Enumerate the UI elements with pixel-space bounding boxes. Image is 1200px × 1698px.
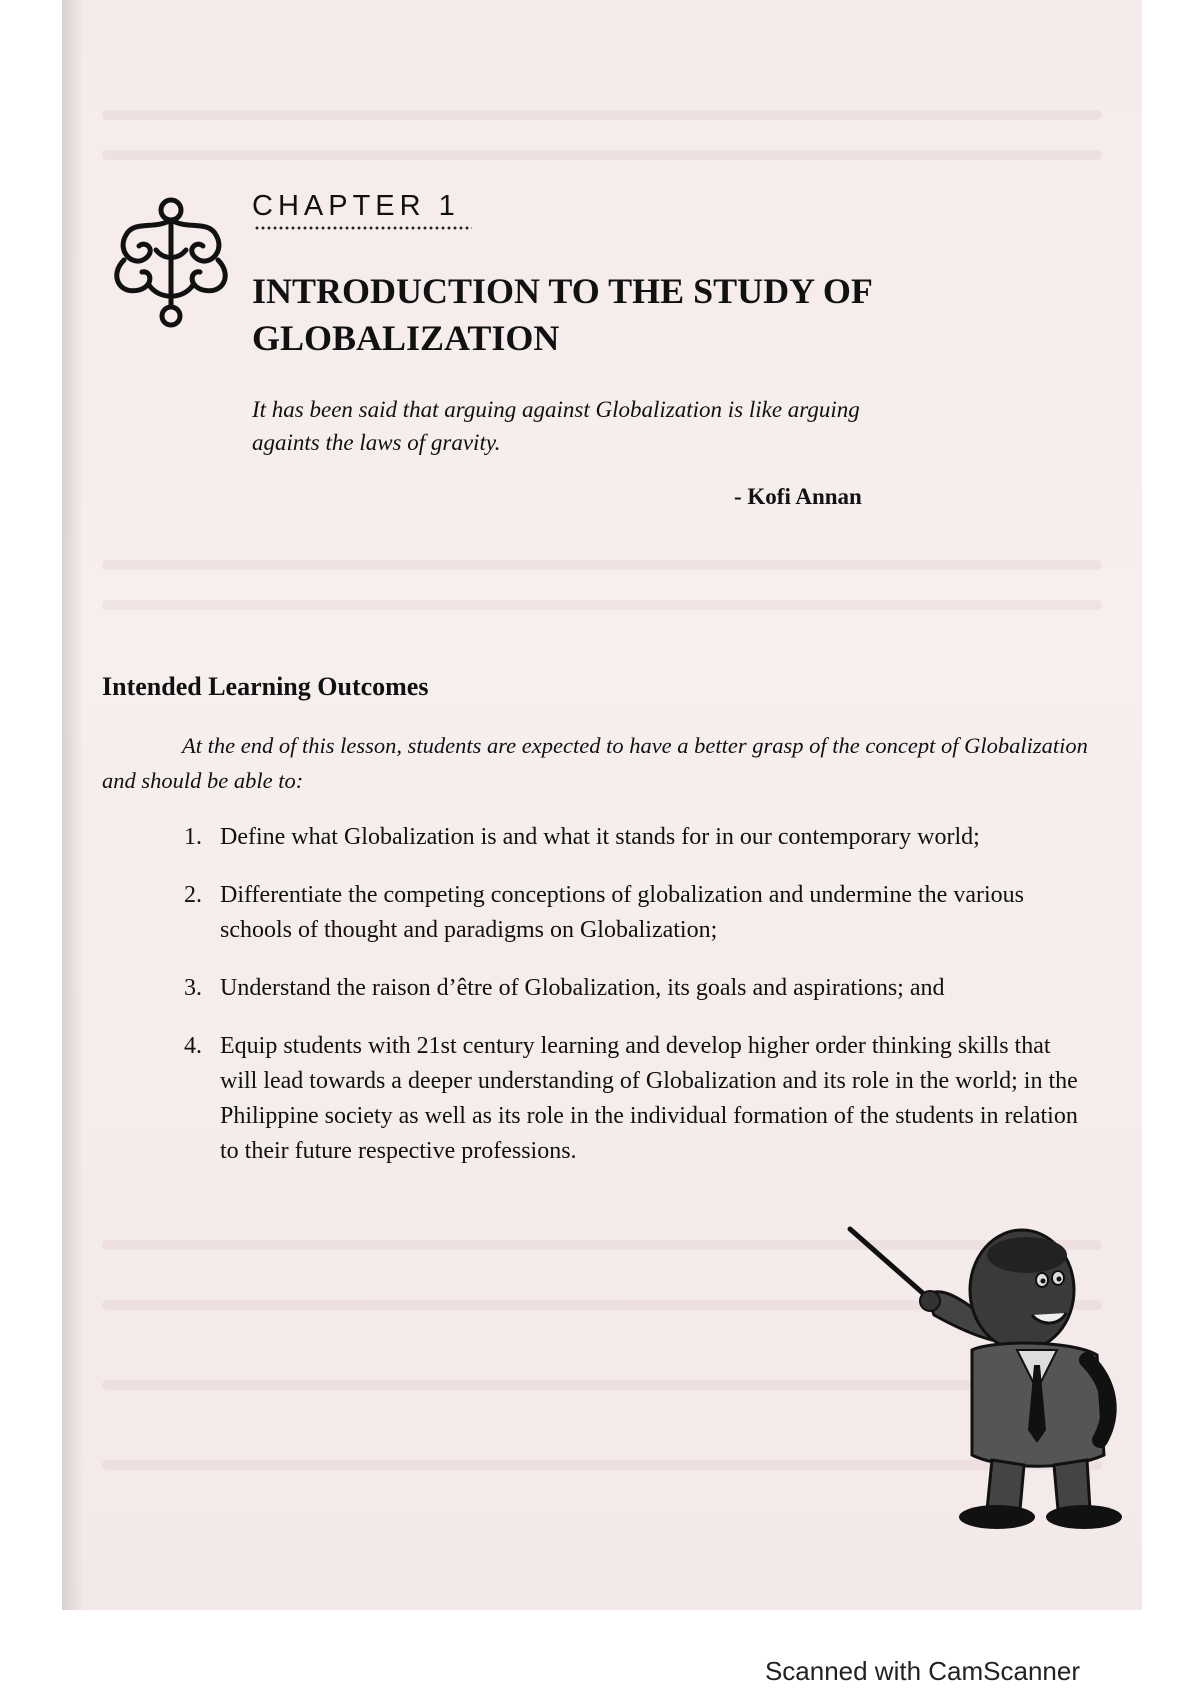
list-item bbox=[102, 971, 1092, 1006]
scanner-watermark: Scanned with CamScanner bbox=[764, 1656, 1080, 1686]
chapter-title: INTRODUCTION TO THE STUDY OF GLOBALIZATION bbox=[252, 271, 872, 358]
chapter-dotted-rule bbox=[254, 225, 472, 231]
list-item-text: Define what Globalization is and what it stands for in our contemporary world; bbox=[220, 824, 980, 850]
learning-outcomes-list bbox=[102, 820, 1092, 1169]
list-item-number: 2. bbox=[184, 882, 202, 908]
bleed-through-line bbox=[102, 110, 1102, 120]
teacher-pointing-illustration bbox=[842, 1215, 1132, 1535]
list-item-number: 4. bbox=[184, 1033, 202, 1059]
list-item bbox=[102, 1029, 1092, 1169]
bleed-through-line bbox=[102, 150, 1102, 160]
bleed-through-line bbox=[102, 600, 1102, 610]
learning-outcomes-heading: Intended Learning Outcomes bbox=[102, 672, 429, 701]
list-item-number: 1. bbox=[184, 824, 202, 850]
chapter-ornament-icon bbox=[104, 190, 239, 330]
list-item-number: 3. bbox=[184, 975, 202, 1001]
epigraph-quote: It has been said that arguing against Globalization is like arguing againts the laws of gravity. bbox=[252, 397, 860, 455]
list-item-text: Understand the raison d’être of Globalization, its goals and aspirations; and bbox=[220, 975, 945, 1001]
scanned-page bbox=[62, 0, 1142, 1610]
list-item bbox=[102, 878, 1092, 948]
chapter-label: CHAPTER 1 bbox=[252, 190, 460, 222]
bleed-through-line bbox=[102, 560, 1102, 570]
list-item bbox=[102, 820, 1092, 855]
learning-outcomes-intro: At the end of this lesson, students are expected to have a better grasp of the concept of Globalization and should be able to: bbox=[102, 733, 1088, 793]
list-item-text: Differentiate the competing conceptions of globalization and undermine the various schools of thought and paradigms on Globalization; bbox=[220, 882, 1024, 943]
epigraph-author: - Kofi Annan bbox=[734, 484, 862, 509]
list-item-text: Equip students with 21st century learning and develop higher order thinking skills that will lead towards a deeper understanding of Globalization and its role in the world; in the Philippine society as well as its role in the individual formation of the students in relation to their future respective professions. bbox=[220, 1033, 1078, 1164]
